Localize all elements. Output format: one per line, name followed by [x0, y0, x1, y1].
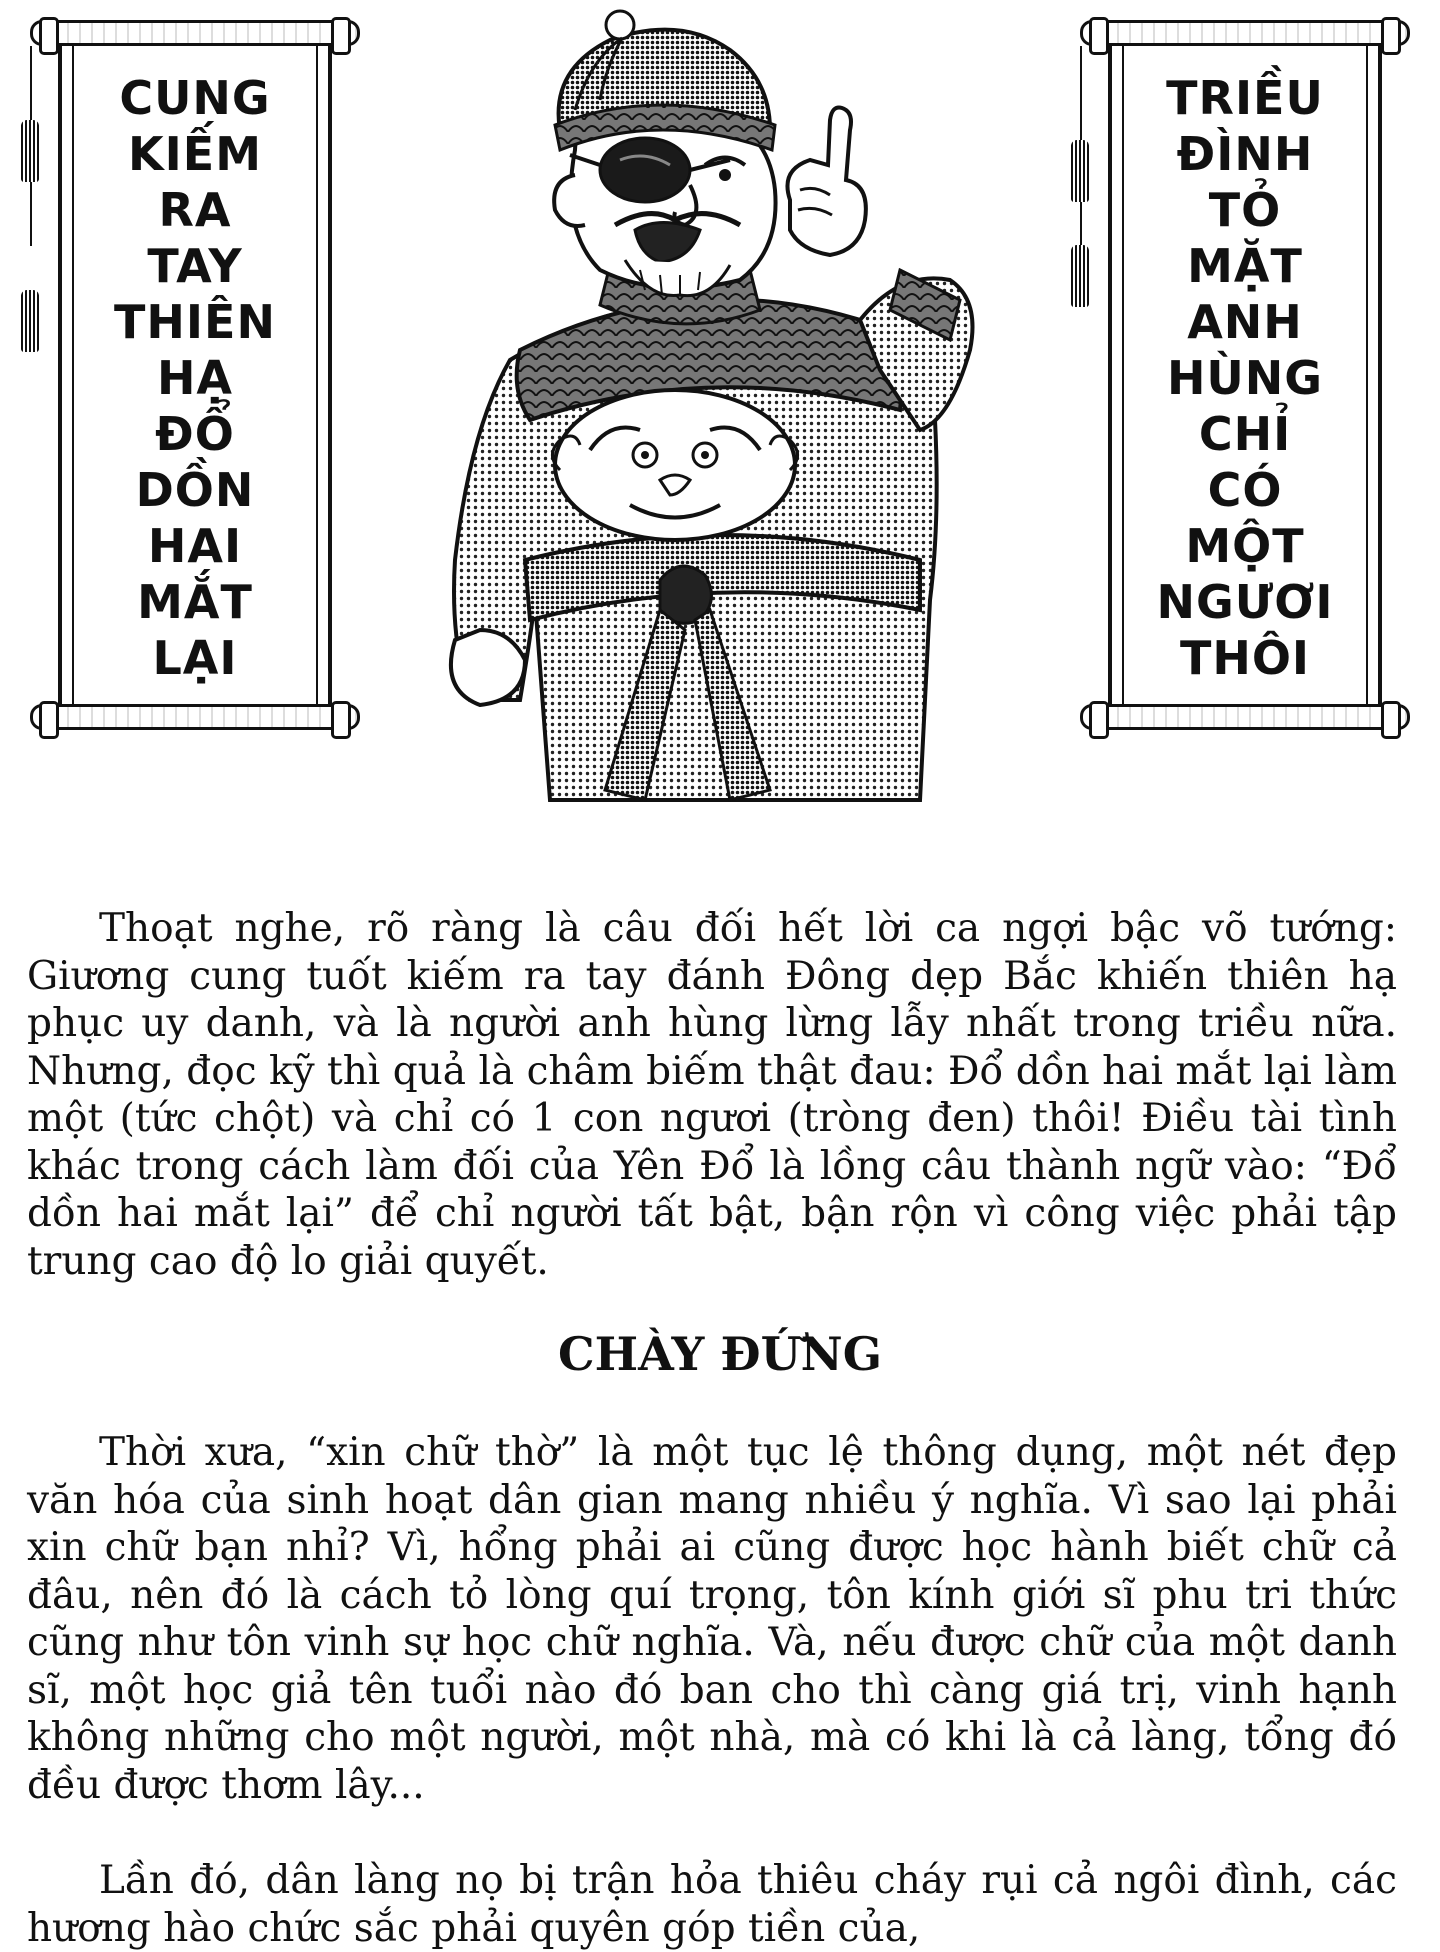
scroll-rod-top — [30, 20, 360, 46]
section-heading: CHÀY ĐỨNG — [558, 1327, 882, 1381]
couplet-line: TAY — [147, 239, 243, 293]
couplet-line: MỘT — [1185, 519, 1305, 573]
couplet-line: TỎ — [1208, 183, 1282, 237]
left-couplet-scroll — [30, 20, 360, 730]
couplet-line: CÓ — [1207, 463, 1283, 517]
couplet-line: HAI — [147, 519, 243, 573]
couplet-line: CUNG — [119, 71, 271, 125]
tassel-icon — [1071, 245, 1089, 307]
scroll-rod-bottom — [1080, 704, 1410, 730]
tassel-icon — [1071, 140, 1089, 202]
paragraph-custom: Thời xưa, “xin chữ thờ” là một tục lệ thông dụng, một nét đẹp văn hóa của sinh hoạt dân gian mang nhiều ý nghĩa. Vì sao lại phải xin chữ bạn nhỉ? Vì, hổng phải ai cũng được học hành biết chữ cả đâu, nên đó là cách tỏ lòng quí trọng, tôn kính giới sĩ phu tri thức cũng như tôn vinh sự học chữ nghĩa. Và, nếu được chữ của một danh sĩ, một học giả tên tuổi nào đó ban cho thì càng giá trị, vinh hạnh không những cho một người, một nhà, mà có khi là cả làng, tổng đó đều được thơm lây... — [27, 1430, 1397, 1808]
couplet-line: ĐỔ — [155, 407, 235, 461]
couplet-line: DỒN — [135, 463, 255, 517]
couplet-line: THÔI — [1179, 631, 1311, 685]
tassel-icon — [21, 120, 39, 182]
couplet-line: THIÊN — [114, 295, 276, 349]
right-couplet-text — [1108, 70, 1382, 686]
right-couplet-scroll — [1080, 20, 1410, 730]
couplet-line: HẠ — [156, 351, 234, 405]
couplet-line: LẠI — [152, 631, 238, 685]
general-illustration — [360, 0, 1080, 820]
paragraph-story: Lần đó, dân làng nọ bị trận hỏa thiêu cháy rụi cả ngôi đình, các hương hào chức sắc phải quyên góp tiền của, — [27, 1858, 1397, 1951]
couplet-line: KIẾM — [128, 127, 262, 181]
couplet-line: RA — [158, 183, 232, 237]
tassel-icon — [21, 290, 39, 352]
couplet-line: ANH — [1187, 295, 1303, 349]
couplet-line: HÙNG — [1166, 351, 1324, 405]
couplet-line: NGƯƠI — [1156, 575, 1334, 629]
couplet-line: CHỈ — [1198, 407, 1292, 461]
scroll-rod-bottom — [30, 704, 360, 730]
left-couplet-text — [58, 70, 332, 686]
couplet-line: MẶT — [1187, 239, 1303, 293]
paragraph-intro: Thoạt nghe, rõ ràng là câu đối hết lời ca ngợi bậc võ tướng: Giương cung tuốt kiếm ra tay đánh Đông dẹp Bắc khiến thiên hạ phục uy danh, và là người anh hùng lừng lẫy nhất trong triều nữa. Nhưng, đọc kỹ thì quả là châm biếm thật đau: Đổ dồn hai mắt lại làm một (tức chột) và chỉ có 1 con ngươi (tròng đen) thôi! Điều tài tình khác trong cách làm đối của Yên Đổ là lồng câu thành ngữ vào: “Đổ dồn hai mắt lại” để chỉ người tất bật, bận rộn vì công việc phải tập trung cao độ lo giải quyết. — [27, 906, 1397, 1284]
couplet-line: MẮT — [137, 575, 253, 629]
scroll-rod-top — [1080, 20, 1410, 46]
couplet-line: ĐÌNH — [1176, 127, 1314, 181]
couplet-line: TRIỀU — [1166, 71, 1324, 125]
